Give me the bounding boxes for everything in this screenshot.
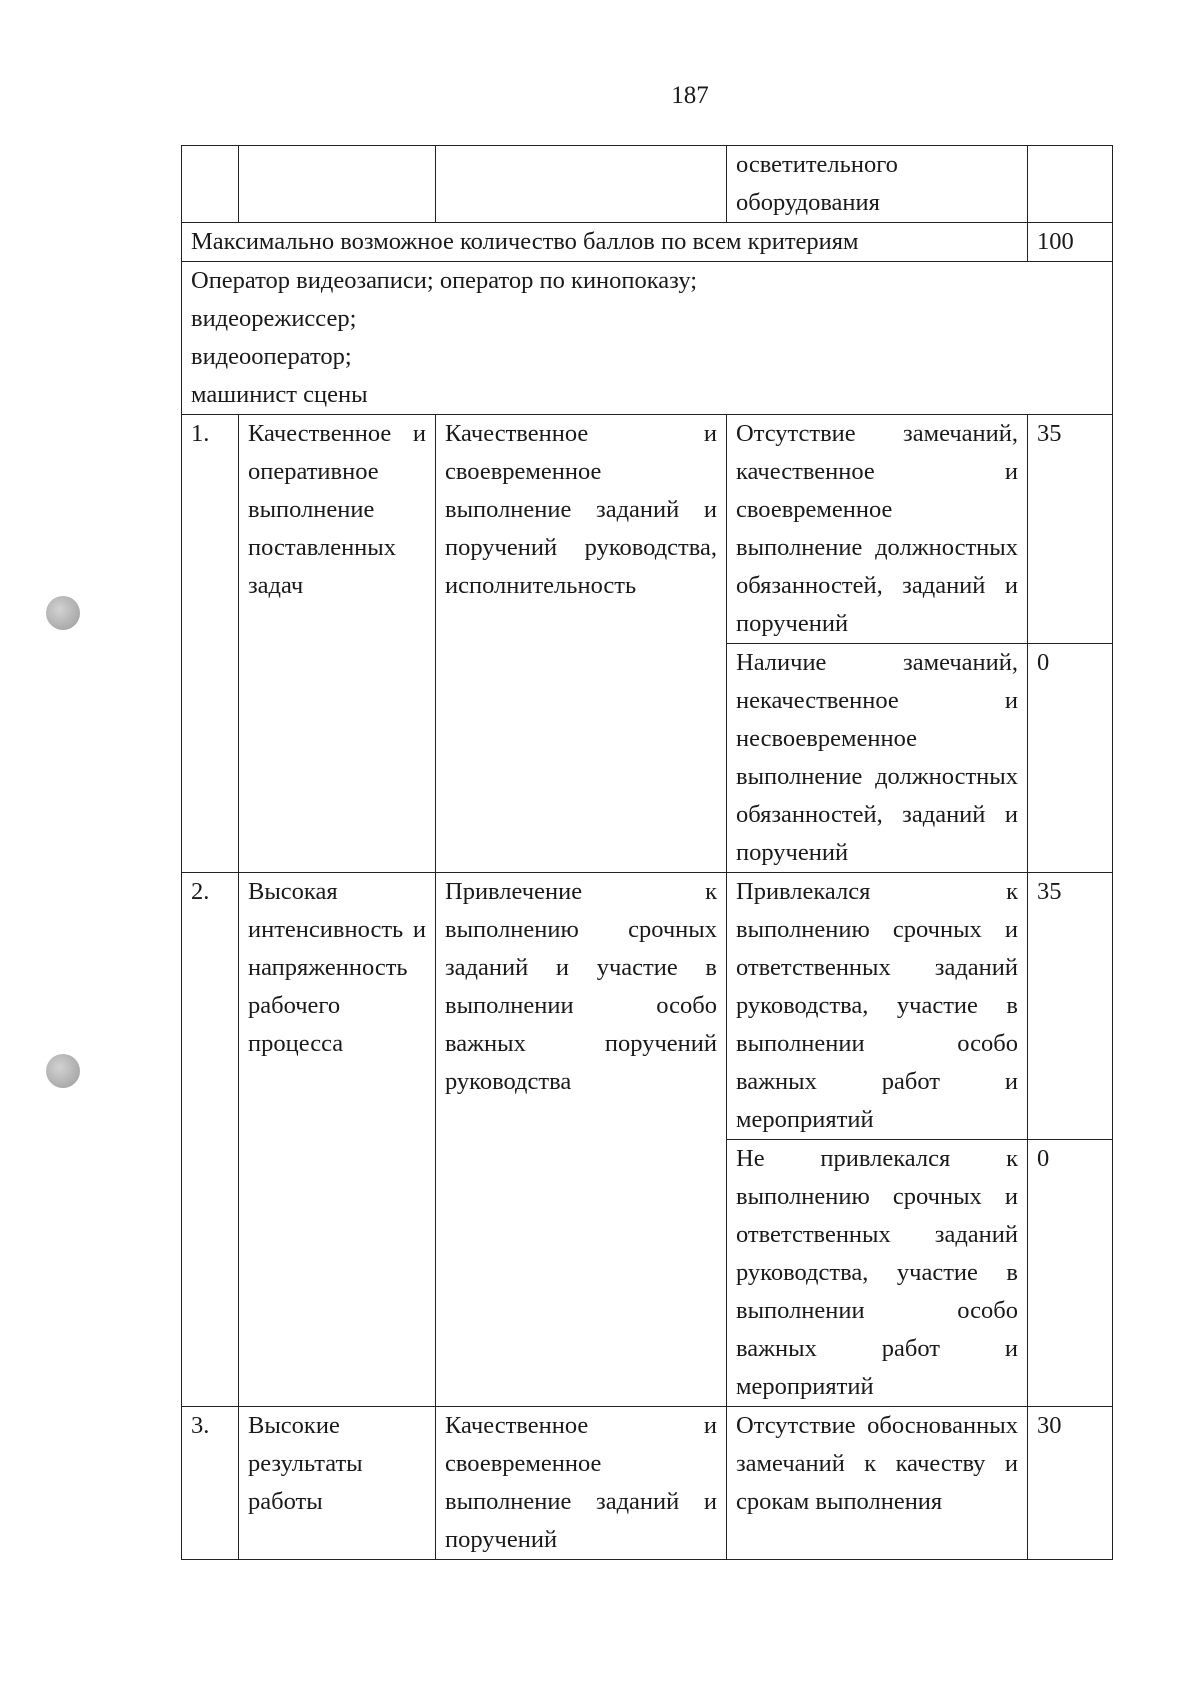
position-line: машинист сцены (191, 381, 368, 408)
criterion-row (182, 415, 1113, 644)
criteria-table (181, 145, 1113, 1560)
option-description: Привлекался к выполнению срочных и ответственных заданий руководства, участие в выполнении особо важных работ и мероприятий (727, 873, 1028, 1140)
option-description: Не привлекался к выполнению срочных и ответственных заданий руководства, участие в выполнении особо важных работ и мероприятий (727, 1140, 1028, 1407)
indicator-text: Привлечение к выполнению срочных заданий и участие в выполнении особо важных поручений руководства (436, 873, 727, 1407)
positions-cell (182, 262, 1113, 415)
option-description: Наличие замечаний, некачественное и несвоевременное выполнение должностных обязанностей, заданий и поручений (727, 644, 1028, 873)
option-score: 30 (1028, 1407, 1113, 1560)
score-cell (1028, 146, 1113, 223)
indicator-text: Качественное и своевременное выполнение заданий и поручений руководства, исполнительность (436, 415, 727, 873)
row-number: 2. (182, 873, 239, 1407)
indicator-text: Качественное и своевременное выполнение заданий и поручений (436, 1407, 727, 1560)
criterion-name: Высокая интенсивность и напряженность рабочего процесса (239, 873, 436, 1407)
binder-hole-mark (46, 596, 80, 630)
option-score: 0 (1028, 644, 1113, 873)
criterion-name: Высокие результаты работы (239, 1407, 436, 1560)
max-score-value: 100 (1028, 223, 1113, 262)
criterion-row (182, 1407, 1113, 1560)
criterion-row (182, 873, 1113, 1140)
num-cell (182, 146, 239, 223)
criterion-name: Качественное и оперативное выполнение поставленных задач (239, 415, 436, 873)
row-number: 3. (182, 1407, 239, 1560)
indicator-cell (436, 146, 727, 223)
option-score: 35 (1028, 873, 1113, 1140)
continuation-row (182, 146, 1113, 223)
max-score-label: Максимально возможное количество баллов по всем критериям (182, 223, 1028, 262)
row-number: 1. (182, 415, 239, 873)
page-number: 187 (671, 82, 709, 109)
option-score: 35 (1028, 415, 1113, 644)
option-description: Отсутствие обоснованных замечаний к качеству и срокам выполнения (727, 1407, 1028, 1560)
option-description: Отсутствие замечаний, качественное и своевременное выполнение должностных обязанностей, заданий и поручений (727, 415, 1028, 644)
position-line: Оператор видеозаписи; оператор по кинопоказу; (191, 267, 698, 294)
binder-hole-mark (46, 1054, 80, 1088)
position-line: видеорежиссер; (191, 305, 357, 332)
criterion-cell (239, 146, 436, 223)
option-score: 0 (1028, 1140, 1113, 1407)
description-cell: осветительного оборудования (727, 146, 1028, 223)
max-score-row (182, 223, 1113, 262)
positions-row (182, 262, 1113, 415)
position-line: видеооператор; (191, 343, 352, 370)
